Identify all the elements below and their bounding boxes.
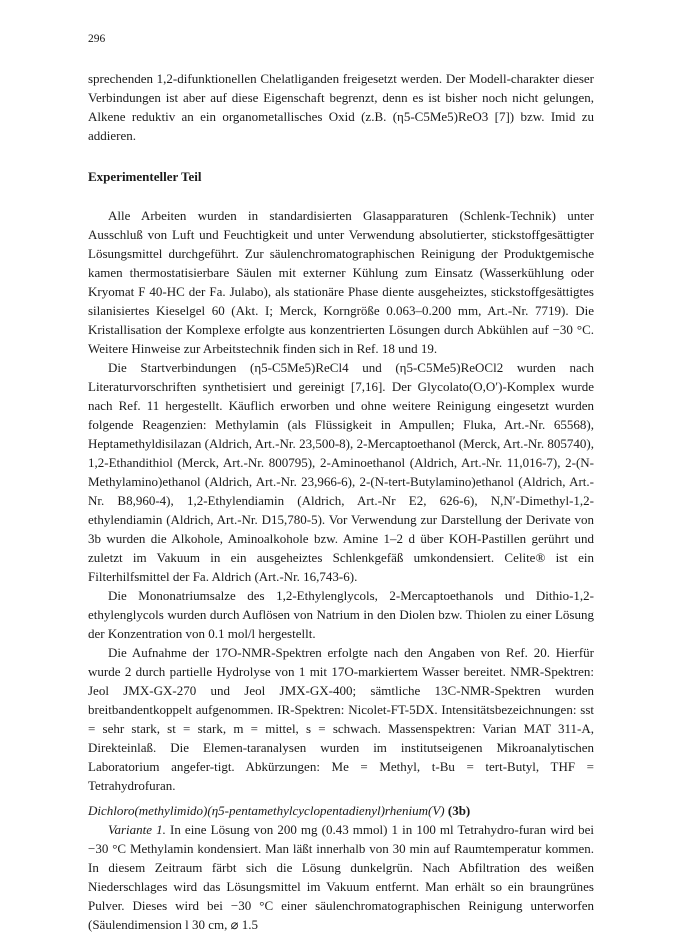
compound-name: Dichloro(methylimido)(η5-pentamethylcyclopentadienyl)rhenium(V) [88, 803, 445, 818]
variant-text: In eine Lösung von 200 mg (0.43 mmol) 1 in 100 ml Tetrahydro-furan wird bei −30 °C Methylamin kondensiert. Man läßt innerhalb von 30 min auf Raumtemperatur kommen. In diesem Zeitraum färbt sich die Lösung dunkelgrün. Nach Abfiltration des weißen Niederschlages wird das Lösungsmittel im Vakuum entfernt. Man erhält so ein braungrünes Pulver. Dieses wird bei −30 °C einer säulenchromatographischen Reinigung unterworfen (Säulendimension l 30 cm, ⌀ 1.5 [88, 822, 595, 932]
variant-label: Variante 1. [108, 822, 166, 837]
section-heading: Experimenteller Teil [88, 169, 202, 184]
compound-heading [88, 801, 594, 820]
paragraph-spectroscopy: Die Aufnahme der 17O-NMR-Spektren erfolgte nach den Angaben von Ref. 20. Hierfür wurde 2 durch partielle Hydrolyse von 1 mit 17O-markiertem Wasser bereitet. NMR-Spektren: Jeol JMX-GX-270 und Jeol JMX-GX-400; sämtliche 13C-NMR-Spektren wurden breitbandentkoppelt aufgenommen. IR-Spektren: Nicolet-FT-5DX. Intensitätsbezeichnungen: sst = sehr stark, st = stark, m = mittel, s = schwach. Massenspektren: Varian MAT 311-A, Direkteinlaß. Die Elemen-taranalysen wurden im institutseigenen Mikroanalytischen Laboratorium angefer-tigt. Abkürzungen: Me = Methyl, t-Bu = tert-Butyl, THF = Tetrahydrofuran. [88, 645, 594, 793]
compound-number: (3b) [447, 803, 471, 818]
paragraph-sodium-salts: Die Mononatriumsalze des 1,2-Ethylenglycols, 2-Mercaptoethanols und Dithio-1,2-ethylenglycols wurden durch Auflösen von Natrium in den Diolen bzw. Thiolen zu einer Lösung der Konzentration von 0.1 mol/l hergestellt. [88, 588, 594, 641]
variant-paragraph [88, 820, 594, 934]
document-page [88, 30, 594, 934]
intro-paragraph: sprechenden 1,2-difunktionellen Chelatliganden freigesetzt werden. Der Modell-charakter dieser Verbindungen ist aber auf diese Eigenschaft begrenzt, denn es ist bisher noch nicht gelungen, Alkene reduktiv an ein organometallisches Oxid (z.B. (η5-C5Me5)ReO3 [7]) bzw. Imid zu addieren. [88, 71, 594, 143]
page-number: 296 [88, 33, 106, 45]
paragraph-starting-materials: Die Startverbindungen (η5-C5Me5)ReCl4 und (η5-C5Me5)ReOCl2 wurden nach Literaturvorschriften synthetisiert und gereinigt [7,16]. Der Glycolato(O,O′)-Komplex wurde nach Ref. 11 hergestellt. Käuflich erworben und ohne weitere Reinigung eingesetzt wurden folgende Reagenzien: Methylamin (als Flüssigkeit in Ampullen; Fluka, Art.-Nr. 65568), Heptamethyldisilazan (Aldrich, Art.-Nr. 23,500-8), 2-Mercaptoethanol (Merck, Art.-Nr. 805740), 1,2-Ethandithiol (Merck, Art.-Nr. 800795), 2-Aminoethanol (Aldrich, Art.-Nr. 11,016-7), 2-(N-Methylamino)ethanol (Aldrich, Art.-Nr. 23,966-6), 2-(N-tert-Butylamino)ethanol (Aldrich, Art.-Nr. B8,960-4), 1,2-Ethylendiamin (Aldrich, Art.-Nr E2, 626-6), N,N′-Dimethyl-1,2-ethylendiamin (Aldrich, Art.-Nr. D15,780-5). Vor Verwendung zur Darstellung der Derivate von 3b wurden die Alkohole, Aminoalkohole bzw. Amine 1–2 d über KOH-Pastillen gerührt und zuletzt im Vakuum in ein ausgeheiztes Schlenkgefäß umkondensiert. Celite® ist ein Filterhilfsmittel der Fa. Aldrich (Art.-Nr. 16,743-6). [88, 360, 594, 584]
paragraph-general-methods: Alle Arbeiten wurden in standardisierten Glasapparaturen (Schlenk-Technik) unter Ausschluß von Luft und Feuchtigkeit und unter Verwendung absolutierter, stickstoffgesättigter Lösungsmittel durchgeführt. Zur säulenchromatographischen Reinigung der Produktgemische kamen thermostatisierbare Säulen mit externer Kühlung zum Einsatz (Wasserkühlung oder Kryomat F 40-HC der Fa. Julabo), als stationäre Phase diente ausgeheiztes, stickstoffgesättigtes silanisiertes Kieselgel 60 (Akt. I; Merck, Korngröße 0.063–0.200 mm, Art.-Nr. 7719). Die Kristallisation der Komplexe erfolgte aus konzentrierten Lösungen durch Abkühlen auf −30 °C. Weitere Hinweise zur Arbeitstechnik finden sich in Ref. 18 und 19. [88, 208, 594, 356]
